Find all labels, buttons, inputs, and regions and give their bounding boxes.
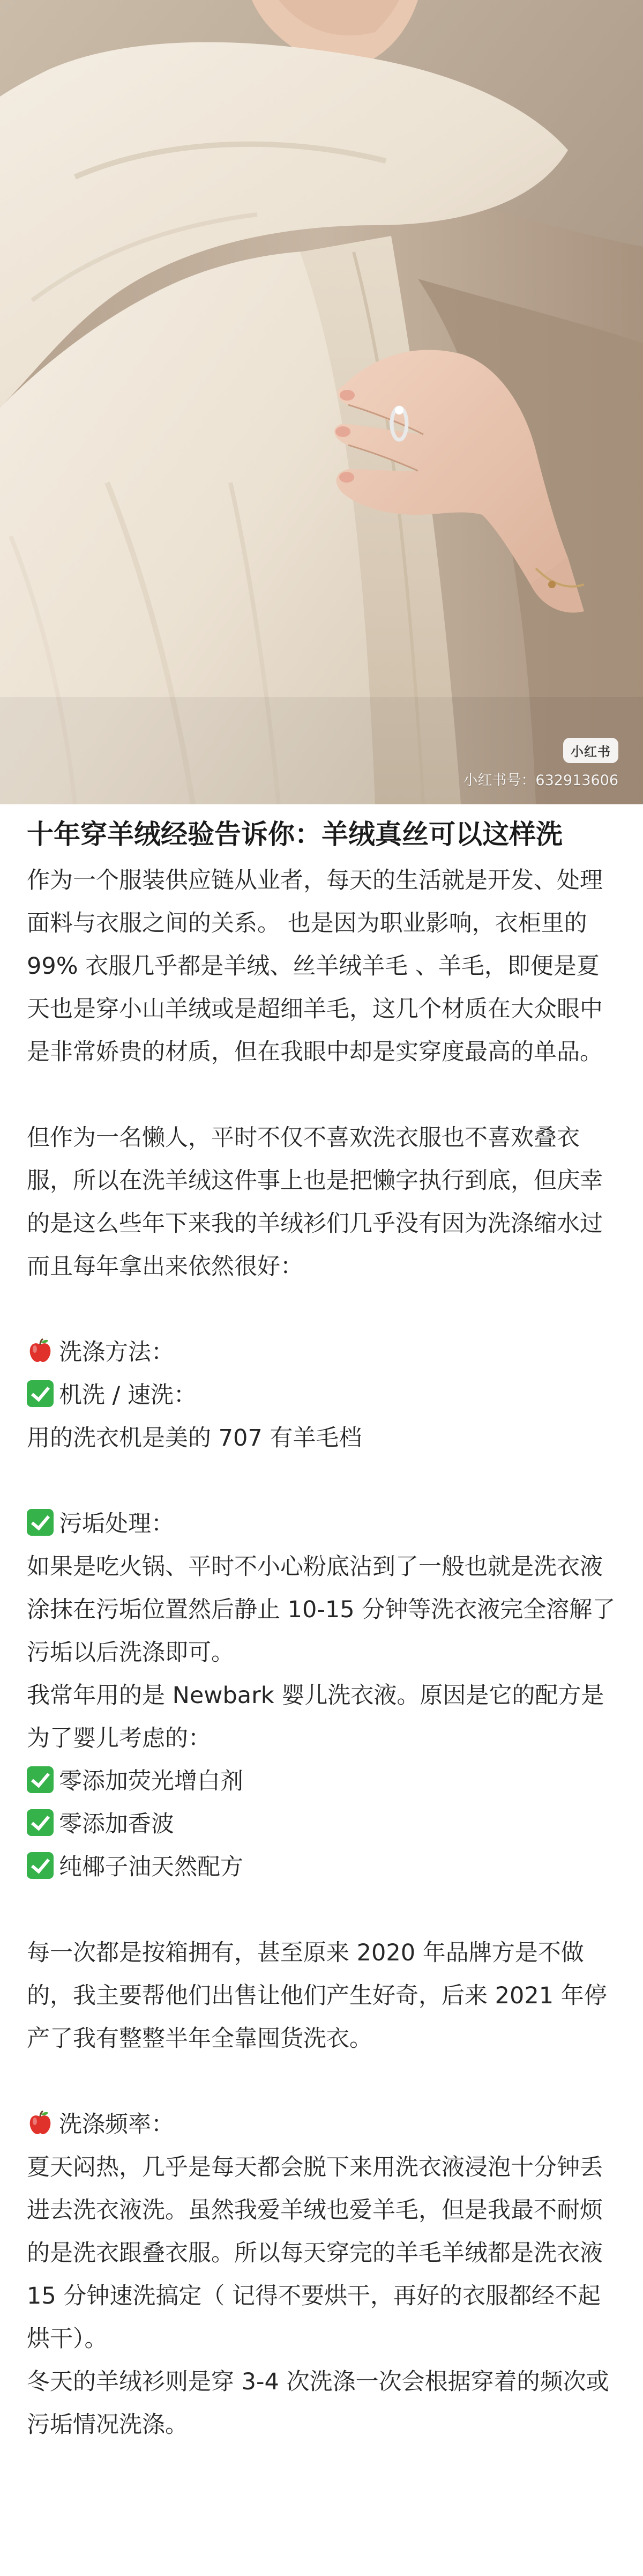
freq-heading-text: 洗涤频率： <box>59 2111 174 2138</box>
feature-item <box>27 1803 617 1846</box>
machine-label: 机洗 / 速洗： <box>59 1382 197 1409</box>
check-mark-icon <box>27 1809 54 1836</box>
watermark-id: 小红书号：632913606 <box>463 772 618 789</box>
feature-item <box>27 1846 617 1889</box>
intro-paragraph: 作为一个服装供应链从业者，每天的生活就是开发、处理面料与衣服之间的关系。 也是因为职业影响，衣柜里的99% 衣服几乎都是羊绒、丝羊绒羊毛 、羊毛，即便是夏天也是穿小山羊绒或是超细羊毛，这几个材质在大众眼中是非常娇贵的材质，但在我眼中却是实穿度最高的单品。 <box>27 867 603 1065</box>
detergent-text: 我常年用的是 Newbark 婴儿洗衣液。原因是它的配方是为了婴儿考虑的： <box>27 1682 604 1752</box>
check-mark-icon <box>27 1509 54 1536</box>
freq-heading <box>27 2103 617 2146</box>
hero-photo <box>0 0 643 804</box>
xiaohongshu-logo: 小红书 <box>563 738 618 763</box>
feature-item <box>27 1760 617 1803</box>
spacer <box>27 1460 617 1502</box>
spacer <box>27 2060 617 2103</box>
check-mark-icon <box>27 1766 54 1793</box>
stain-line <box>27 1502 617 1545</box>
summer-paragraph: 夏天闷热，几乎是每天都会脱下来用洗衣液浸泡十分钟丢进去洗衣液洗。虽然我爱羊绒也爱羊毛，但是我最不耐烦的是洗衣跟叠衣服。所以每天穿完的羊毛羊绒都是洗衣液 15 分钟速洗搞定（ 记得不要烘干，再好的衣服都经不起烘干）。 <box>27 2154 603 2352</box>
stain-label: 污垢处理： <box>59 1511 174 1537</box>
red-apple-icon <box>27 2109 54 2136</box>
spacer <box>27 1288 617 1331</box>
winter-paragraph: 冬天的羊绒衫则是穿 3-4 次洗涤一次会根据穿着的频次或污垢情况洗涤。 <box>27 2368 609 2438</box>
red-apple-icon <box>27 1337 54 1364</box>
lazy-paragraph: 但作为一名懒人，平时不仅不喜欢洗衣服也不喜欢叠衣服，所以在洗羊绒这件事上也是把懒字执行到底，但庆幸的是这么些年下来我的羊绒衫们几乎没有因为洗涤缩水过而且每年拿出来依然很好： <box>27 1124 603 1280</box>
machine-line <box>27 1374 617 1417</box>
feature-label: 零添加香波 <box>59 1811 174 1838</box>
stain-text: 如果是吃火锅、平时不小心粉底沾到了一般也就是洗衣液涂抹在污垢位置然后静止 10-15 分钟等洗衣液完全溶解了污垢以后洗涤即可。 <box>27 1553 616 1666</box>
method-heading <box>27 1331 617 1374</box>
feature-label: 纯椰子油天然配方 <box>59 1854 243 1881</box>
spacer <box>27 1889 617 1931</box>
method-heading-text: 洗涤方法： <box>59 1339 174 1366</box>
check-mark-icon <box>27 1380 54 1407</box>
machine-text: 用的洗衣机是美的 707 有羊毛档 <box>27 1425 362 1452</box>
watermark <box>463 738 618 789</box>
check-mark-icon <box>27 1852 54 1879</box>
buy-paragraph: 每一次都是按箱拥有，甚至原来 2020 年品牌方是不做的，我主要帮他们出售让他们产生好奇，后来 2021 年停产了我有整整半年全靠囤货洗衣。 <box>27 1940 607 2052</box>
feature-label: 零添加荧光增白剂 <box>59 1768 243 1795</box>
spacer <box>27 1074 617 1116</box>
article-body <box>0 804 643 2446</box>
cashmere-scarf-photo <box>0 0 643 804</box>
post-title: 十年穿羊绒经验告诉你：羊绒真丝可以这样洗 <box>27 819 563 850</box>
